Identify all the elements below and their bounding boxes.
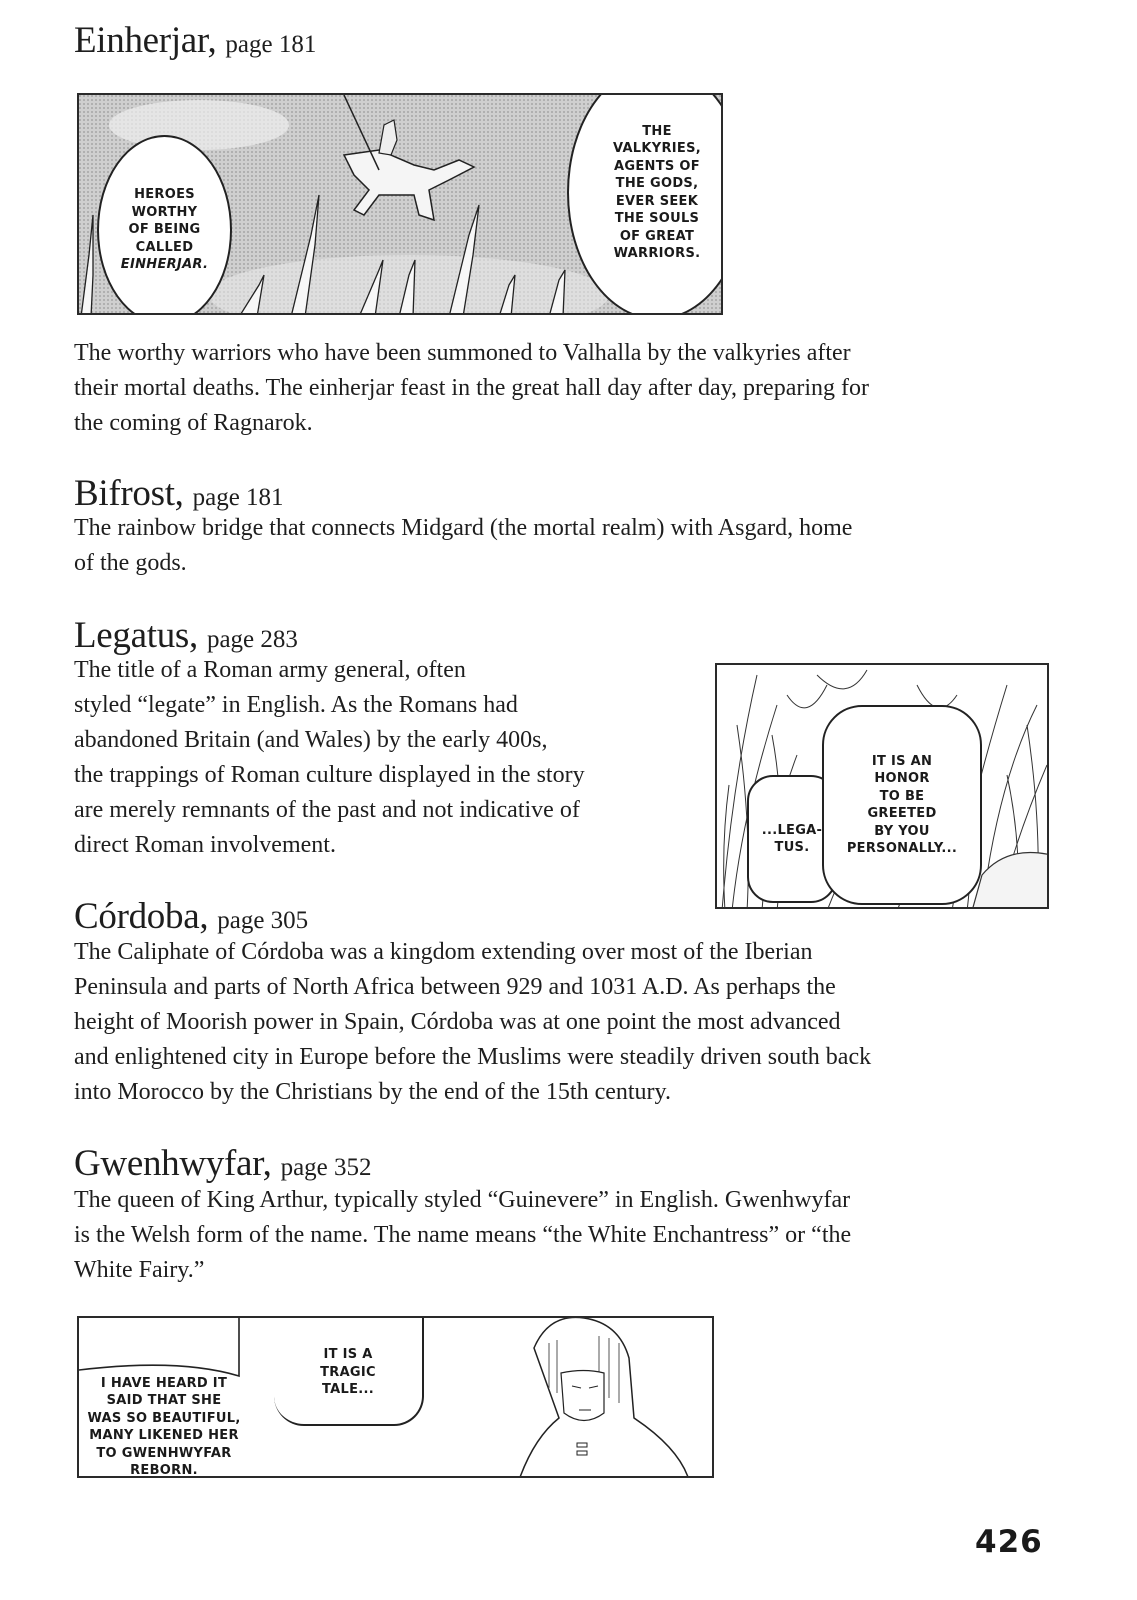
- term-name: Córdoba,: [74, 896, 209, 937]
- entry-body-bifrost: The rainbow bridge that connects Midgard (the mortal realm) with Asgard, home of the gods.: [74, 515, 853, 576]
- page-number: 426: [975, 1524, 1043, 1560]
- page-reference: page 181: [225, 31, 317, 58]
- speech-bubble: ...LEGA- TUS.: [747, 775, 837, 903]
- manga-panel-gwenhwyfar: [77, 1316, 714, 1478]
- speech-bubble: HEROES WORTHY OF BEING CALLED EINHERJAR.: [97, 135, 232, 315]
- page-reference: page 283: [206, 626, 298, 653]
- manga-panel-legatus: [715, 663, 1049, 909]
- manga-panel-einherjar: [77, 93, 723, 315]
- page-reference: page 352: [280, 1154, 372, 1181]
- entry-title-gwenhwyfar: [74, 1145, 372, 1182]
- caption-box: I HAVE HEARD IT SAID THAT SHE WAS SO BEAUTIFUL, MANY LIKENED HER TO GWENHWYFAR REBORN.: [87, 1375, 241, 1478]
- entry-body-gwenhwyfar: The queen of King Arthur, typically styled “Guinevere” in English. Gwenhwyfar is the Welsh form of the name. The name means “the White Enchantress” or “the White Fairy.”: [74, 1187, 852, 1283]
- term-name: Legatus,: [74, 615, 198, 656]
- term-name: Einherjar,: [74, 20, 217, 61]
- term-name: Bifrost,: [74, 473, 184, 514]
- speech-bubble: THE VALKYRIES, AGENTS OF THE GODS, EVER SEEK THE SOULS OF GREAT WARRIORS.: [567, 93, 723, 315]
- entry-title-cordoba: [74, 898, 308, 935]
- entry-title-einherjar: [74, 22, 316, 59]
- page-reference: page 305: [217, 907, 309, 934]
- entry-title-legatus: [74, 617, 298, 654]
- entry-body-cordoba: The Caliphate of Córdoba was a kingdom extending over most of the Iberian Peninsula and parts of North Africa between 929 and 1031 A.D. As perhaps the height of Moorish power in Spain, Córdoba was at one point the most advanced and enlightened city in Europe before the Muslims were steadily driven south back into Morocco by the Christians by the end of the 15th century.: [74, 939, 872, 1105]
- term-name: Gwenhwyfar,: [74, 1143, 272, 1184]
- page-reference: page 181: [192, 484, 284, 511]
- entry-body-legatus: The title of a Roman army general, often styled “legate” in English. As the Romans had abandoned Britain (and Wales) by the early 400s, the trappings of Roman culture displayed in the story are merely remnants of the past and not indicative of direct Roman involvement.: [74, 657, 585, 858]
- speech-bubble: IT IS A TRAGIC TALE...: [274, 1316, 424, 1426]
- entry-body-einherjar: The worthy warriors who have been summoned to Valhalla by the valkyries after their mortal deaths. The einherjar feast in the great hall day after day, preparing for the coming of Ragnarok.: [74, 340, 869, 436]
- entry-title-bifrost: [74, 475, 284, 512]
- speech-bubble: IT IS AN HONOR TO BE GREETED BY YOU PERSONALLY...: [822, 705, 982, 905]
